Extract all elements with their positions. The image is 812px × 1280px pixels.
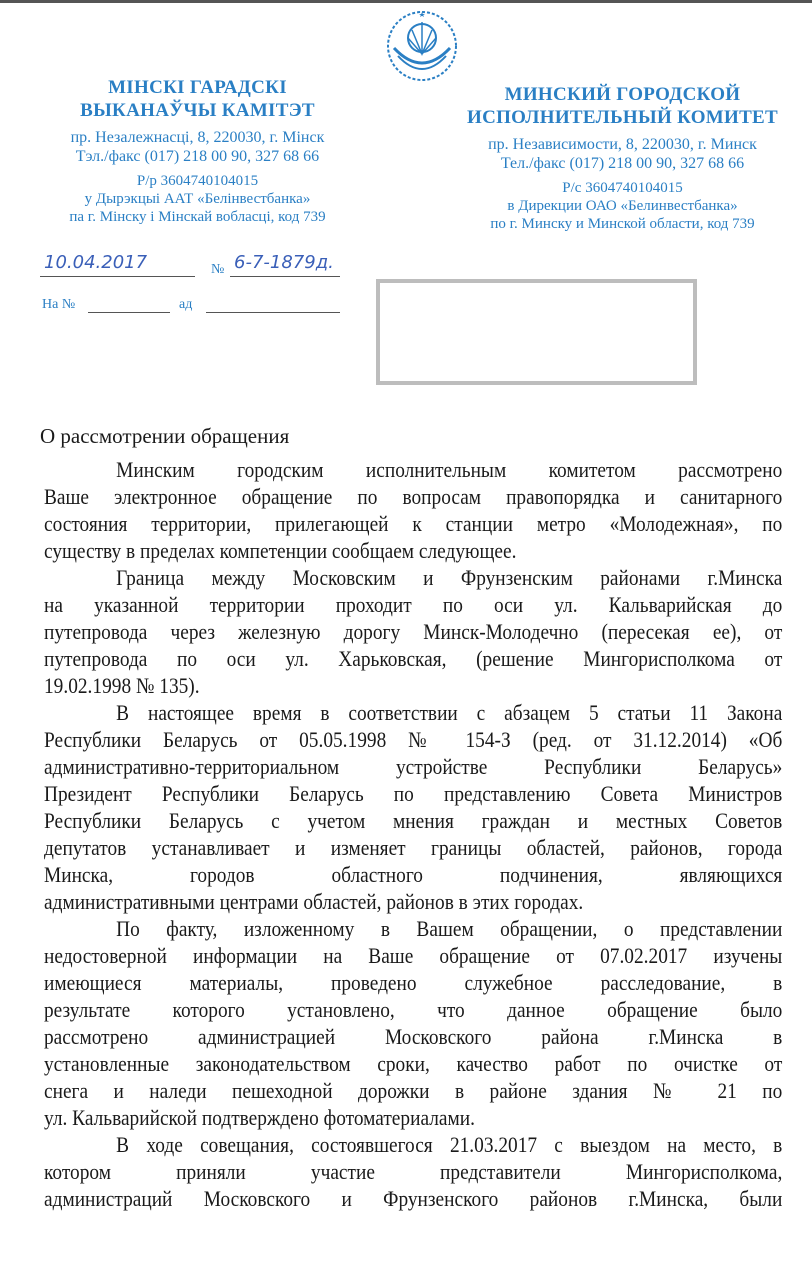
org-name-line: МІНСКІ ГАРАДСКІ	[108, 77, 287, 98]
redacted-address-box	[376, 279, 697, 385]
paragraph-line: депутатов устанавливает и изменяет границы областей, районов, города	[44, 835, 783, 860]
org-name-line: ВЫКАНАЎЧЫ КАМІТЭТ	[80, 100, 315, 121]
handwritten-date: 10.04.2017	[44, 252, 148, 273]
org-name-line: ИСПОЛНИТЕЛЬНЫЙ КОМИТЕТ	[466, 107, 779, 128]
paragraph-line: состояния территории, прилегающей к станции метро «Молодежная», по	[44, 511, 783, 536]
body-paragraph	[44, 1131, 782, 1212]
paragraph-line: Республики Беларусь от 05.05.1998 № 154-З (ред. от 31.12.2014) «Об	[44, 727, 783, 752]
phone: Тэл./факс (017) 218 00 90, 327 68 66	[75, 148, 320, 165]
paragraph-line: По факту, изложенному в Вашем обращении, о представлении	[116, 916, 783, 941]
paragraph-line: 19.02.1998 № 135).	[44, 673, 200, 698]
paragraph-line: недостоверной информации на Ваше обращение от 07.02.2017 изучены	[44, 943, 783, 968]
belarus-coat-of-arms-icon	[384, 8, 460, 84]
bank-region: по г. Минску и Минской области, код 739	[490, 216, 755, 232]
paragraph-line: существу в пределах компетенции сообщаем следующее.	[44, 538, 517, 563]
number-underline	[230, 276, 340, 277]
letterhead-russian	[440, 83, 805, 233]
body-paragraph	[44, 564, 782, 699]
number-label: №	[211, 262, 225, 277]
paragraph-line: административными центрами областей, районов в этих городах.	[44, 889, 584, 914]
handwritten-number: 6-7-1879д.	[234, 252, 334, 273]
paragraph-line: Президент Республики Беларусь по представлению Совета Министров	[44, 781, 783, 806]
reply-date-field	[206, 312, 340, 313]
paragraph-line: администраций Московского и Фрунзенского районов г.Минска, были	[44, 1186, 783, 1211]
org-name-line: МИНСКИЙ ГОРОДСКОЙ	[504, 84, 741, 105]
paragraph-line: результате которого установлено, что данное обращение было	[44, 997, 783, 1022]
paragraph-line: котором приняли участие представители Мингорисполкома,	[44, 1159, 783, 1184]
paragraph-line: В настоящее время в соответствии с абзацем 5 статьи 11 Закона	[116, 700, 783, 725]
bank: в Дирекции ОАО «Белинвестбанка»	[507, 198, 738, 214]
letterhead-belarusian	[35, 76, 360, 226]
paragraph-line: путепровода по оси ул. Харьковская, (решение Мингорисполкома от	[44, 646, 783, 671]
body-paragraph	[44, 915, 782, 1131]
paragraph-line: Граница между Московским и Фрунзенским районами г.Минска	[116, 565, 783, 590]
address: пр. Незалежнасці, 8, 220030, г. Мінск	[70, 129, 325, 146]
body-paragraph	[44, 456, 782, 564]
letter-subject: О рассмотрении обращения	[40, 424, 290, 448]
date-underline	[40, 276, 195, 277]
paragraph-line: на указанной территории проходит по оси ул. Кальварийская до	[44, 592, 783, 617]
paragraph-line: Минским городским исполнительным комитетом рассмотрено	[116, 457, 783, 482]
bank: у Дырэкцыі ААТ «Белінвестбанка»	[84, 191, 311, 207]
letter-body	[44, 456, 782, 1212]
paragraph-line: ул. Кальварийской подтверждено фотоматериалами.	[44, 1105, 475, 1130]
paragraph-line: снега и наледи пешеходной дорожки в районе здания № 21 по	[44, 1078, 783, 1103]
reply-number-label: На №	[42, 297, 76, 312]
address: пр. Независимости, 8, 220030, г. Минск	[488, 136, 757, 153]
reply-number-field	[88, 312, 170, 313]
bank-region: па г. Мінску і Мінскай вобласці, код 739	[69, 209, 326, 225]
paragraph-line: административно-территориальном устройстве Республики Беларусь»	[44, 754, 783, 779]
paragraph-line: имеющиеся материалы, проведено служебное расследование, в	[44, 970, 783, 995]
account: Р/с 3604740104015	[562, 180, 683, 196]
paragraph-line: путепровода через железную дорогу Минск-Молодечно (пересекая ее), от	[44, 619, 783, 644]
scan-edge	[0, 0, 812, 3]
paragraph-line: рассмотрено администрацией Московского района г.Минска в	[44, 1024, 783, 1049]
reply-from-label: ад	[179, 297, 193, 312]
paragraph-line: Минска, городов областного подчинения, являющихся	[44, 862, 783, 887]
paragraph-line: Ваше электронное обращение по вопросам правопорядка и санитарного	[44, 484, 783, 509]
phone: Тел./факс (017) 218 00 90, 327 68 66	[500, 155, 745, 172]
paragraph-line: Республики Беларусь с учетом мнения граждан и местных Советов	[44, 808, 783, 833]
account: Р/р 3604740104015	[136, 173, 259, 189]
paragraph-line: установленные законодательством сроки, качество работ по очистке от	[44, 1051, 783, 1076]
paragraph-line: В ходе совещания, состоявшегося 21.03.2017 с выездом на место, в	[116, 1132, 783, 1157]
body-paragraph	[44, 699, 782, 915]
